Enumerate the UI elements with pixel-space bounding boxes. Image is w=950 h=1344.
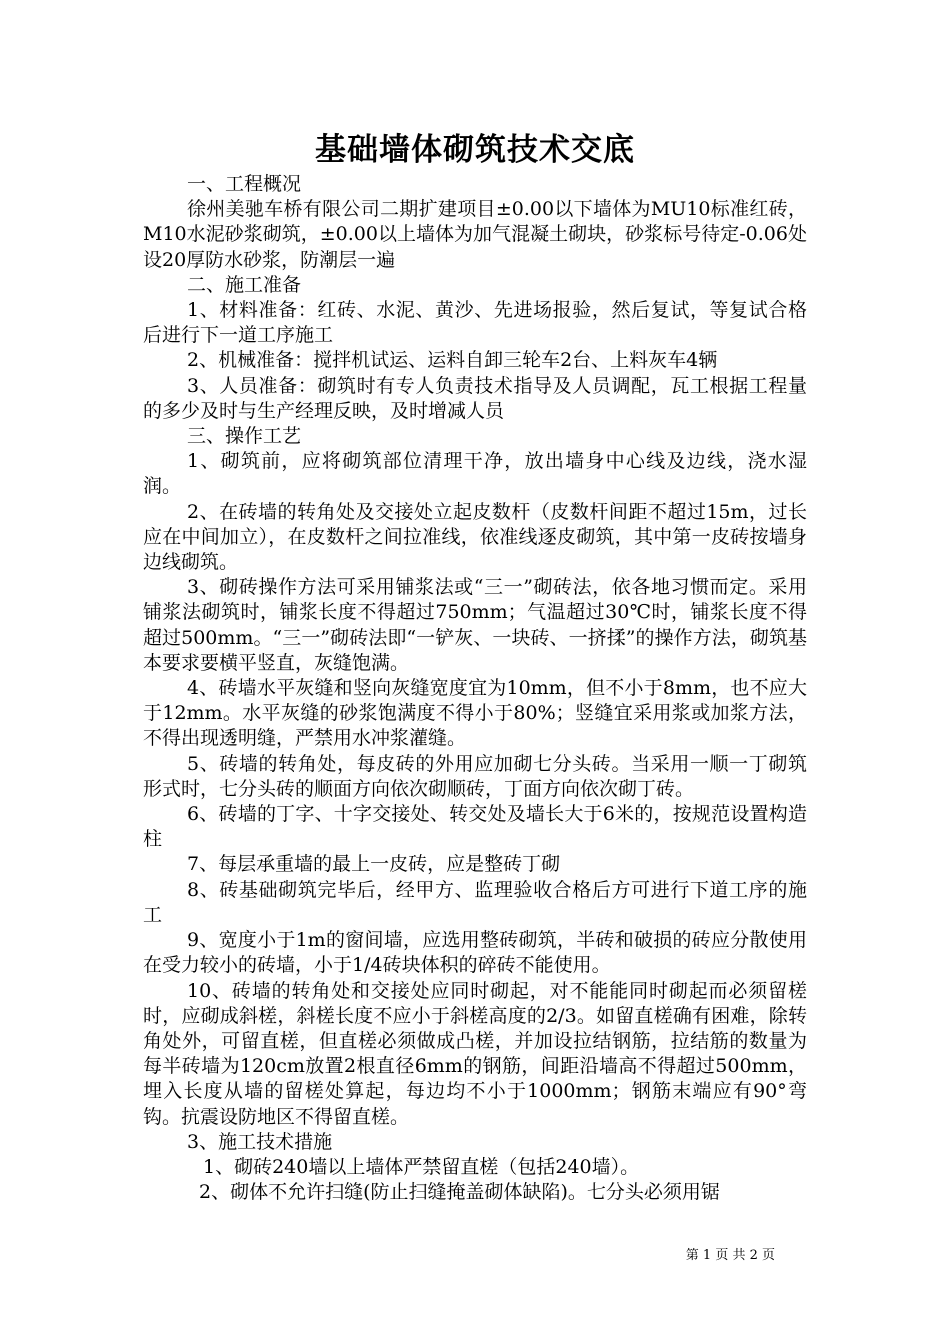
document-title: 基础墙体砌筑技术交底 [315,132,635,168]
paragraph-process-4: 4、砖墙水平灰缝和竖向灰缝宽度宜为10mm，但不小于8mm，也不应大于12mm。水平灰缝的砂浆饱满度不得小于80%；竖缝宜采用浆或加浆方法，不得出现透明缝，严禁用水冲浆灌缝。 [143,677,807,750]
paragraph-process-10: 10、砖墙的转角处和交接处应同时砌起，对不能能同时砌起而必须留槎时，应砌成斜槎，斜槎长度不应小于斜槎高度的2/3。如留直槎确有困难，除转角处外，可留直槎，但直槎必须做成凸槎，并加设拉结钢筋，拉结筋的数量为每半砖墙为120cm放置2根直径6mm的钢筋，间距沿墙高不得超过500mm，埋入长度从墙的留槎处算起，每边均不小于1000mm；钢筋末端应有90°弯钩。抗震设防地区不得留直槎。 [143,979,807,1128]
paragraph-measures-1: 1、砌砖240墙以上墙体严禁留直槎（包括240墙）。 [203,1155,640,1178]
page-number-footer: 第 1 页 共 2 页 [685,1248,775,1263]
paragraph-process-7: 7、每层承重墙的最上一皮砖，应是整砖丁砌 [187,853,561,876]
section-heading-overview: 一、工程概况 [187,173,302,195]
paragraph-materials: 1、材料准备：红砖、水泥、黄沙、先进场报验，然后复试，等复试合格后进行下一道工序施工 [143,299,807,347]
paragraph-process-1: 1、砌筑前，应将砌筑部位清理干净，放出墙身中心线及边线，浇水湿润。 [143,450,807,498]
paragraph-process-6: 6、砖墙的丁字、十字交接处、转交处及墙长大于6米的，按规范设置构造柱 [143,803,807,851]
paragraph-process-9: 9、宽度小于1m的窗间墙，应选用整砖砌筑，半砖和破损的砖应分散使用在受力较小的砖墙，小于1/4砖块体积的碎砖不能使用。 [143,929,807,977]
paragraph-measures-2: 2、砌体不允许扫缝(防止扫缝掩盖砌体缺陷)。七分头必须用锯 [199,1181,720,1204]
paragraph-process-5: 5、砖墙的转角处，每皮砖的外用应加砌七分头砖。当采用一顺一丁砌筑形式时，七分头砖的顺面方向依次砌顺砖，丁面方向依次砌丁砖。 [143,752,807,800]
paragraph-process-8: 8、砖基础砌筑完毕后，经甲方、监理验收合格后方可进行下道工序的施工 [143,878,807,926]
section-heading-preparation: 二、施工准备 [187,273,302,296]
document-page [143,130,807,1205]
paragraph-process-3: 3、砌砖操作方法可采用铺浆法或“三一”砌砖法，依各地习惯而定。采用铺浆法砌筑时，铺浆长度不得超过750mm；气温超过30℃时，铺浆长度不得超过500mm。“三一”砌砖法即“一铲灰、一块砖、一挤揉”的操作方法，砌筑基本要求要横平竖直，灰缝饱满。 [143,576,807,674]
section-heading-process: 三、操作工艺 [187,425,302,448]
paragraph-personnel: 3、人员准备：砌筑时有专人负责技术指导及人员调配，瓦工根据工程量的多少及时与生产经理反映，及时增减人员 [143,374,807,422]
section-heading-measures: 3、施工技术措施 [187,1130,333,1153]
paragraph-machinery: 2、机械准备：搅拌机试运、运料自卸三轮车2台、上料灰车4辆 [187,349,718,372]
paragraph-process-2: 2、在砖墙的转角处及交接处立起皮数杆（皮数杆间距不超过15m，过长应在中间加立），在皮数杆之间拉准线，依准线逐皮砌筑，其中第一皮砖按墙身边线砌筑。 [143,500,807,574]
paragraph-overview: 徐州美驰车桥有限公司二期扩建项目±0.00以下墙体为MU10标准红砖，M10水泥砂浆砌筑，±0.00以上墙体为加气混凝土砌块，砂浆标号待定-0.06处设20厚防水砂浆，防潮层一遍 [143,198,807,271]
